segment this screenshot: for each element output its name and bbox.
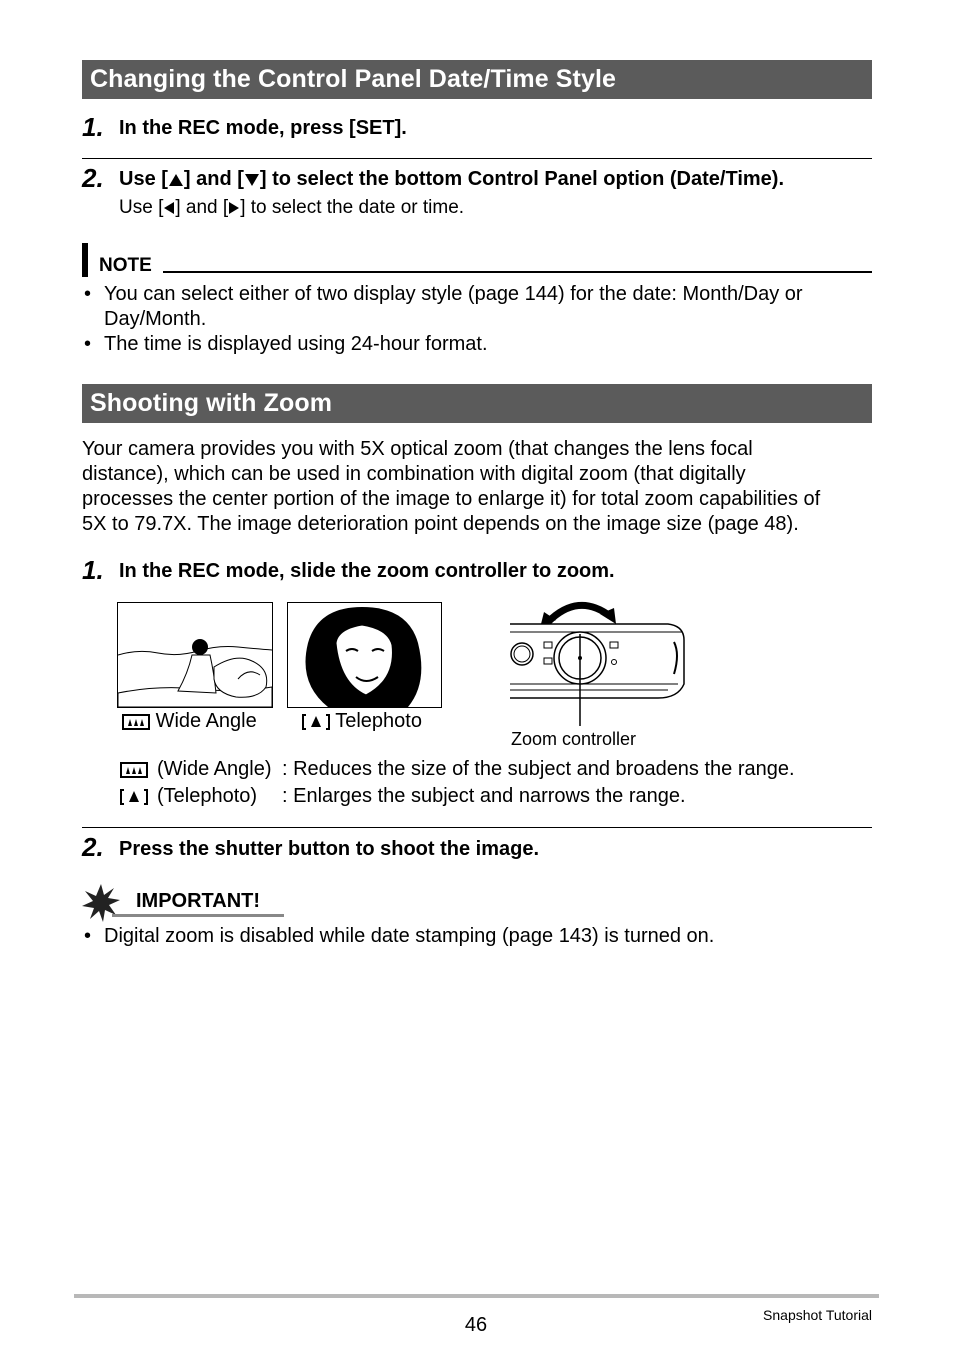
note-item-line: Day/Month. xyxy=(104,308,207,330)
step-number: 1. xyxy=(82,112,104,142)
telephoto-description: : Enlarges the subject and narrows the range. xyxy=(282,785,686,807)
bullet: • xyxy=(84,333,92,355)
important-label: IMPORTANT! xyxy=(136,890,261,912)
wide-angle-term: (Wide Angle) xyxy=(157,758,272,780)
step-text: In the REC mode, press [SET]. xyxy=(119,117,407,139)
left-triangle-icon xyxy=(163,201,175,215)
step-text xyxy=(119,167,784,191)
intro-line: Your camera provides you with 5X optical zoom (that changes the lens focal xyxy=(82,438,753,460)
step-text: Press the shutter button to shoot the image. xyxy=(119,838,540,860)
wide-angle-description: : Reduces the size of the subject and broadens the range. xyxy=(282,758,795,780)
divider xyxy=(82,158,872,159)
telephoto-illustration xyxy=(287,602,442,708)
footer-rule xyxy=(74,1294,879,1298)
note-label: NOTE xyxy=(99,255,152,276)
important-item: Digital zoom is disabled while date stamping (page 143) is turned on. xyxy=(104,925,715,947)
divider xyxy=(82,827,872,828)
camera-zoom-controller-illustration xyxy=(508,594,688,726)
wide-angle-icon xyxy=(122,713,150,731)
step-number: 2. xyxy=(82,832,104,862)
note-rule xyxy=(163,271,872,273)
subtext-part: ] to select the date or time. xyxy=(240,197,465,218)
wide-angle-icon xyxy=(120,761,148,779)
section-heading-shooting-with-zoom: Shooting with Zoom xyxy=(82,384,872,423)
bullet: • xyxy=(84,283,92,305)
step-text-part: Use [ xyxy=(119,168,168,190)
telephoto-icon xyxy=(120,788,148,806)
down-triangle-icon xyxy=(244,173,260,187)
intro-line: 5X to 79.7X. The image deterioration point depends on the image size (page 48). xyxy=(82,513,799,535)
note-item-line: The time is displayed using 24-hour format. xyxy=(104,333,488,355)
note-item-line: You can select either of two display style (page 144) for the date: Month/Day or xyxy=(104,283,803,305)
up-triangle-icon xyxy=(168,173,184,187)
telephoto-portrait-image xyxy=(288,603,441,707)
bullet: • xyxy=(84,925,92,947)
intro-line: processes the center portion of the image to enlarge it) for total zoom capabilities of xyxy=(82,488,821,510)
step-number: 2. xyxy=(82,163,104,193)
wide-angle-label: Wide Angle xyxy=(155,710,257,732)
subtext-part: ] and [ xyxy=(175,197,229,218)
telephoto-caption xyxy=(302,709,422,734)
important-rule xyxy=(112,914,284,917)
telephoto-icon xyxy=(302,713,330,731)
wide-angle-scene-image xyxy=(118,603,272,707)
step-subtext xyxy=(119,195,464,220)
zoom-controller-label: Zoom controller xyxy=(511,729,637,749)
footer-section-label: Snapshot Tutorial xyxy=(763,1307,872,1323)
section-heading-date-time-style: Changing the Control Panel Date/Time Style xyxy=(82,60,872,99)
wide-angle-illustration xyxy=(117,602,273,708)
right-triangle-icon xyxy=(228,201,240,215)
step-text: In the REC mode, slide the zoom controller to zoom. xyxy=(119,560,615,582)
step-number: 1. xyxy=(82,555,104,585)
subtext-part: Use [ xyxy=(119,197,164,218)
step-text-part: ] and [ xyxy=(183,168,244,190)
telephoto-label: Telephoto xyxy=(335,710,422,732)
step-text-part: ] to select the bottom Control Panel option (Date/Time). xyxy=(259,168,784,190)
wide-angle-caption xyxy=(122,709,257,734)
page-number: 46 xyxy=(464,1314,488,1336)
note-marker xyxy=(82,243,88,277)
telephoto-term: (Telephoto) xyxy=(157,785,258,807)
intro-line: distance), which can be used in combination with digital zoom (that digitally xyxy=(82,463,746,485)
